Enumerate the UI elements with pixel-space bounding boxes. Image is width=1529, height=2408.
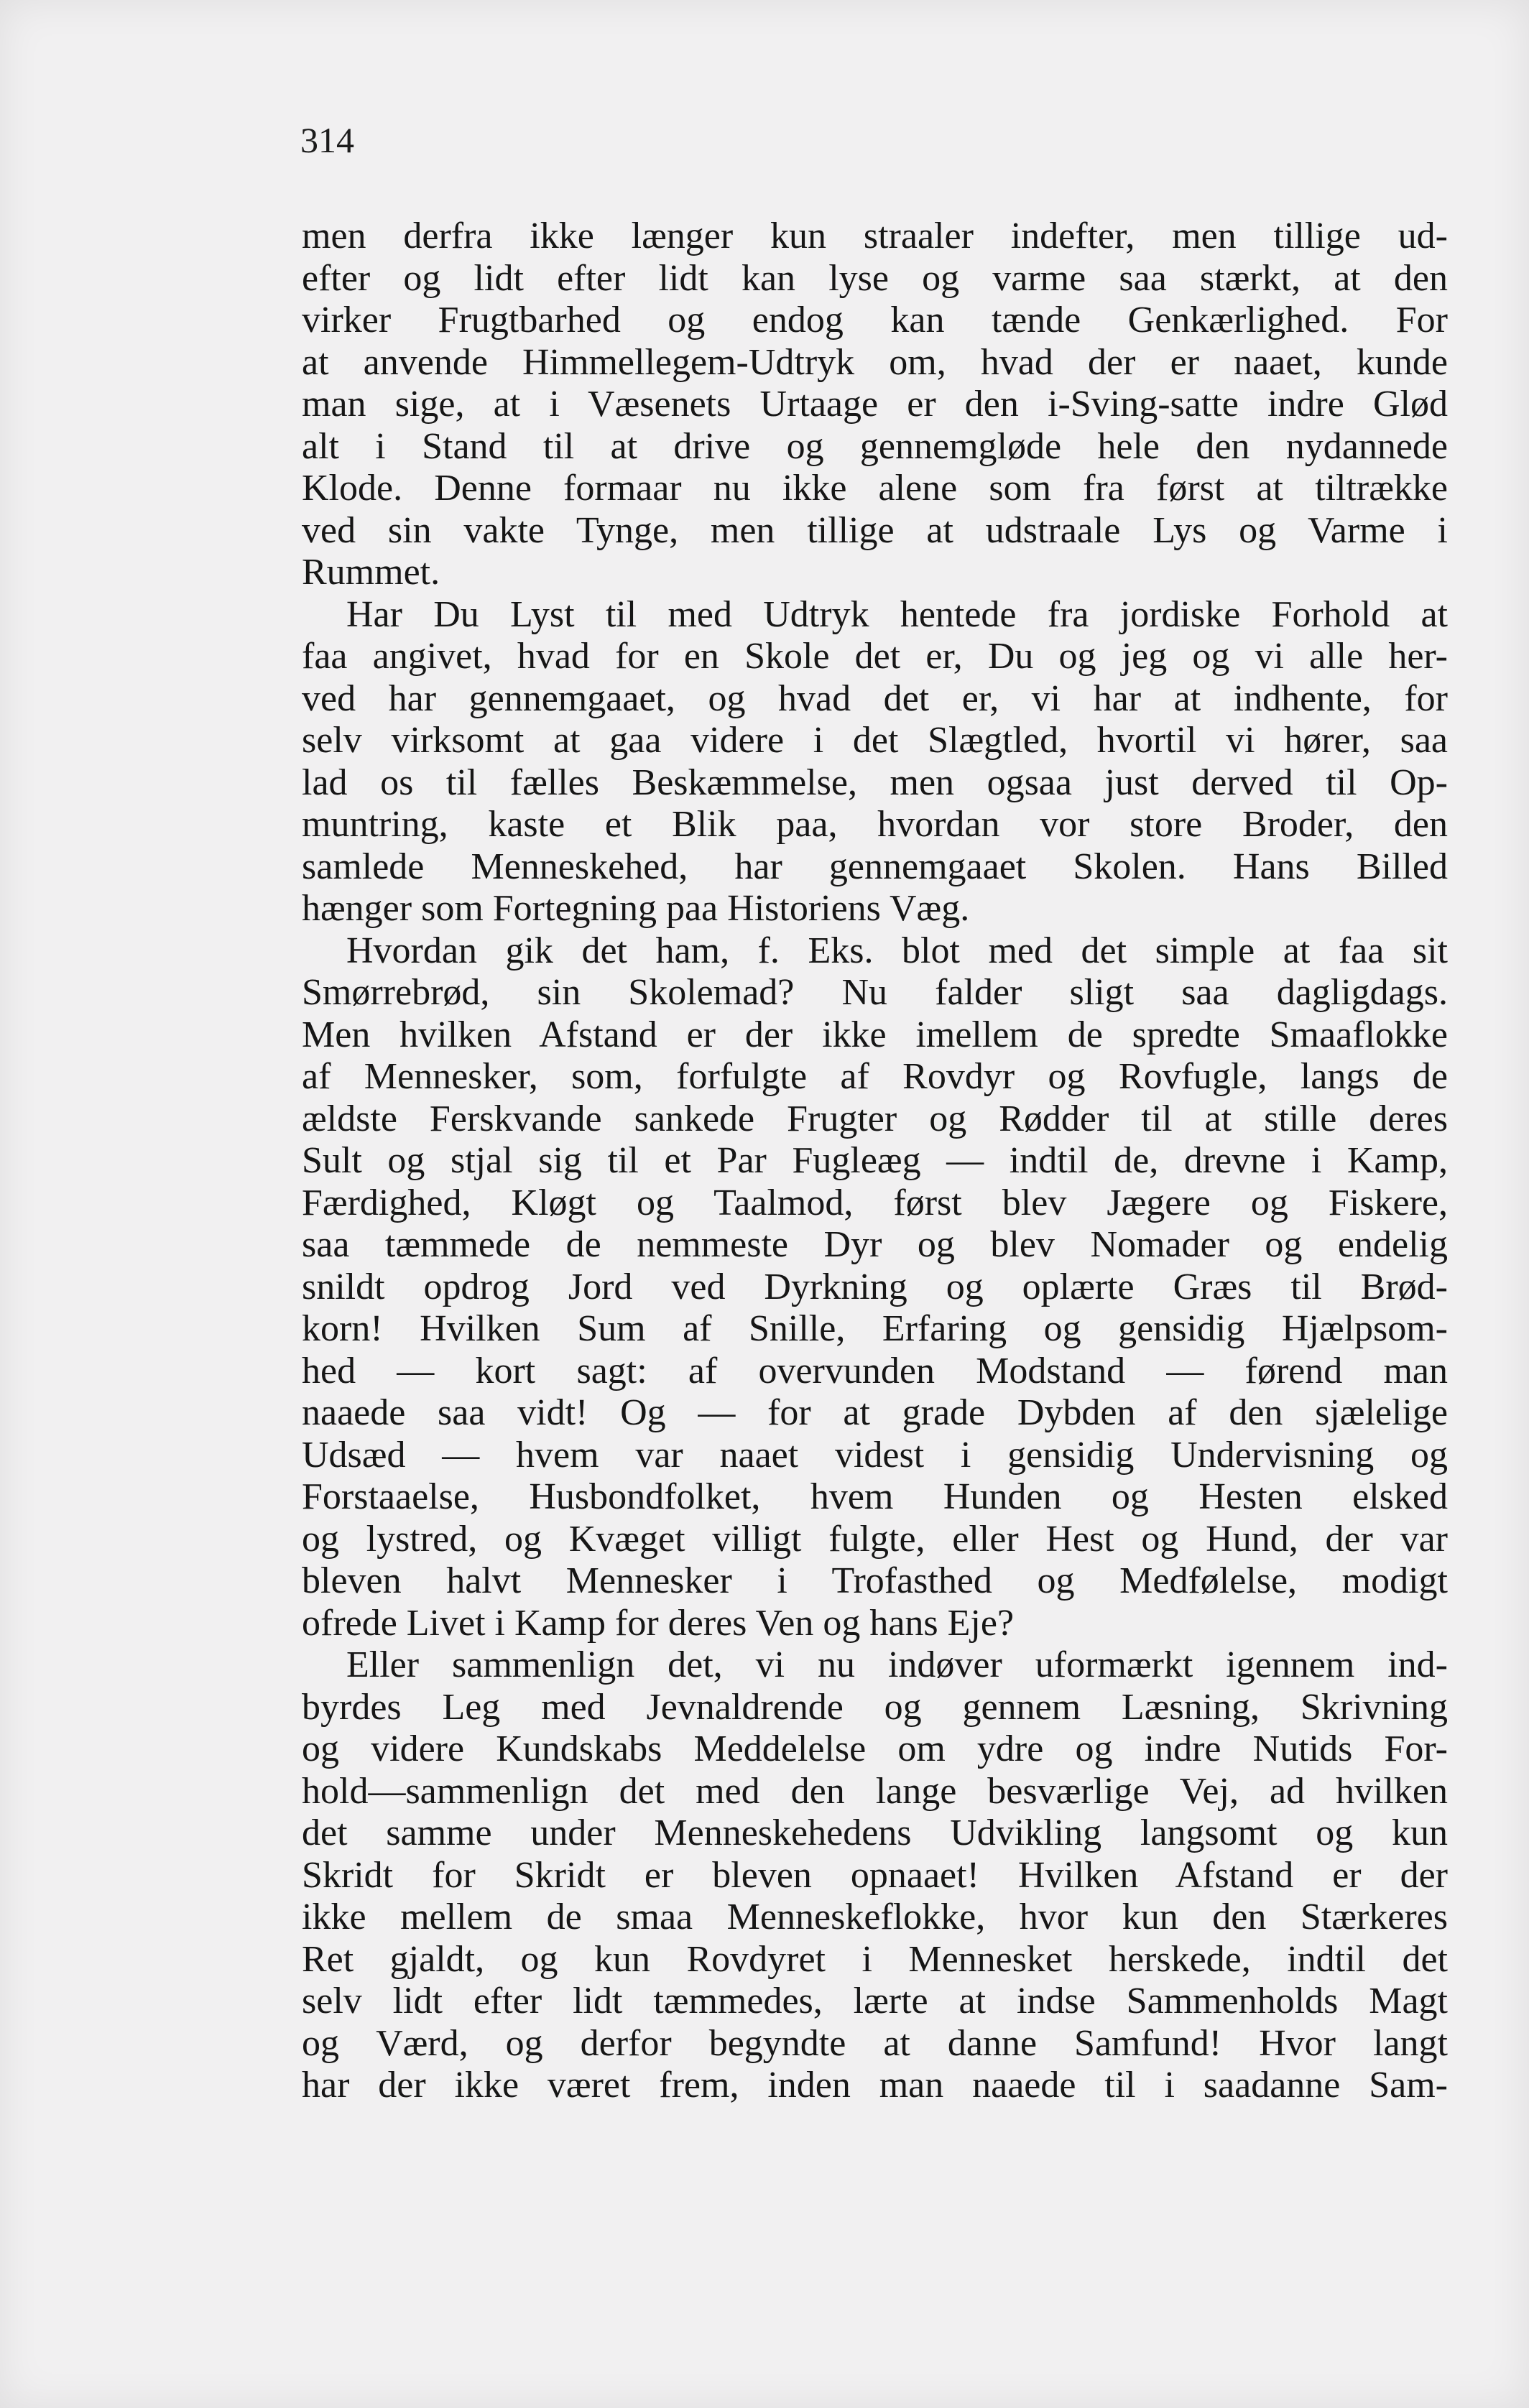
text-line: Hvordan gik det ham, f. Eks. blot med det simple at faa sit [346,930,1448,971]
text-line: ikke mellem de smaa Menneskeflokke, hvor kun den Stærkeres [302,1897,1448,1937]
text-line: Sult og stjal sig til et Par Fugleæg — indtil de, drevne i Kamp, [302,1140,1448,1181]
text-line: lad os til fælles Beskæmmelse, men ogsaa just derved til Op- [302,761,1448,803]
text-line: naaede saa vidt! Og — for at grade Dybden af den sjælelige [302,1392,1448,1433]
text-line: saa tæmmede de nemmeste Dyr og blev Nomader og endelig [302,1224,1448,1265]
text-line: ældste Ferskvande sankede Frugter og Rødder til at stille deres [302,1098,1448,1139]
text-line: og lystred, og Kvæget villigt fulgte, eller Hest og Hund, der var [302,1518,1448,1560]
text-line: muntring, kaste et Blik paa, hvordan vor store Broder, den [302,804,1448,845]
text-line: og Værd, og derfor begyndte at danne Samfund! Hvor langt [302,2022,1448,2064]
text-line: efter og lidt efter lidt kan lyse og varme saa stærkt, at den [302,257,1448,299]
text-line: Men hvilken Afstand er der ikke imellem de spredte Smaaflokke [302,1014,1448,1055]
text-line: ved sin vakte Tynge, men tillige at udstraale Lys og Varme i [302,509,1448,551]
text-line: har der ikke været frem, inden man naaede til i saadanne Sam- [302,2065,1448,2106]
text-line: og videre Kundskabs Meddelelse om ydre og indre Nutids For- [302,1728,1448,1769]
text-line: Klode. Denne formaar nu ikke alene som fra først at tiltrække [302,468,1448,509]
text-line: korn! Hvilken Sum af Snille, Erfaring og gensidig Hjælpsom- [302,1308,1448,1349]
text-line: at anvende Himmellegem-Udtryk om, hvad der er naaet, kunde [302,341,1448,383]
body-text [302,216,1448,2107]
text-line: selv virksomt at gaa videre i det Slægtled, hvortil vi hører, saa [302,720,1448,761]
text-line: man sige, at i Væsenets Urtaage er den i-Sving-satte indre Glød [302,384,1448,425]
text-line: Eller sammenlign det, vi nu indøver uformærkt igennem ind- [346,1644,1448,1685]
text-line: faa angivet, hvad for en Skole det er, Du og jeg og vi alle her- [302,636,1448,677]
text-line: selv lidt efter lidt tæmmedes, lærte at indse Sammenholds Magt [302,1981,1448,2022]
text-line: Rummet. [302,552,440,593]
text-line: byrdes Leg med Jevnaldrende og gennem Læsning, Skrivning [302,1686,1448,1728]
text-line: Færdighed, Kløgt og Taalmod, først blev Jægere og Fiskere, [302,1182,1448,1223]
text-line: alt i Stand til at drive og gennemgløde hele den nydannede [302,425,1448,467]
text-line: Forstaaelse, Husbondfolket, hvem Hunden og Hesten elsked [302,1476,1448,1517]
text-line: Ret gjaldt, og kun Rovdyret i Mennesket herskede, indtil det [302,1938,1448,1980]
text-line: hold—sammenlign det med den lange besværlige Vej, ad hvilken [302,1770,1448,1812]
text-line: ofrede Livet i Kamp for deres Ven og hans Eje? [302,1602,1015,1644]
text-line: Har Du Lyst til med Udtryk hentede fra jordiske Forhold at [346,593,1448,635]
text-line: det samme under Menneskehedens Udvikling langsomt og kun [302,1812,1448,1853]
text-line: Udsæd — hvem var naaet videst i gensidig Undervisning og [302,1434,1448,1476]
text-line: virker Frugtbarhed og endog kan tænde Genkærlighed. For [302,300,1448,341]
text-line: snildt opdrog Jord ved Dyrkning og oplærte Græs til Brød- [302,1266,1448,1307]
text-line: hed — kort sagt: af overvunden Modstand — førend man [302,1350,1448,1391]
text-line: men derfra ikke længer kun straaler indefter, men tillige ud- [302,216,1448,256]
text-line: samlede Menneskehed, har gennemgaaet Skolen. Hans Billed [302,846,1448,887]
text-line: bleven halvt Mennesker i Trofasthed og Medfølelse, modigt [302,1560,1448,1601]
text-line: af Mennesker, som, forfulgte af Rovdyr og Rovfugle, langs de [302,1056,1448,1097]
text-line: ved har gennemgaaet, og hvad det er, vi har at indhente, for [302,677,1448,719]
text-line: Smørrebrød, sin Skolemad? Nu falder sligt saa dagligdags. [302,972,1448,1013]
text-line: hænger som Fortegning paa Historiens Væg. [302,888,970,929]
text-line: Skridt for Skridt er bleven opnaaet! Hvilken Afstand er der [302,1854,1448,1896]
page-number: 314 [300,120,354,160]
